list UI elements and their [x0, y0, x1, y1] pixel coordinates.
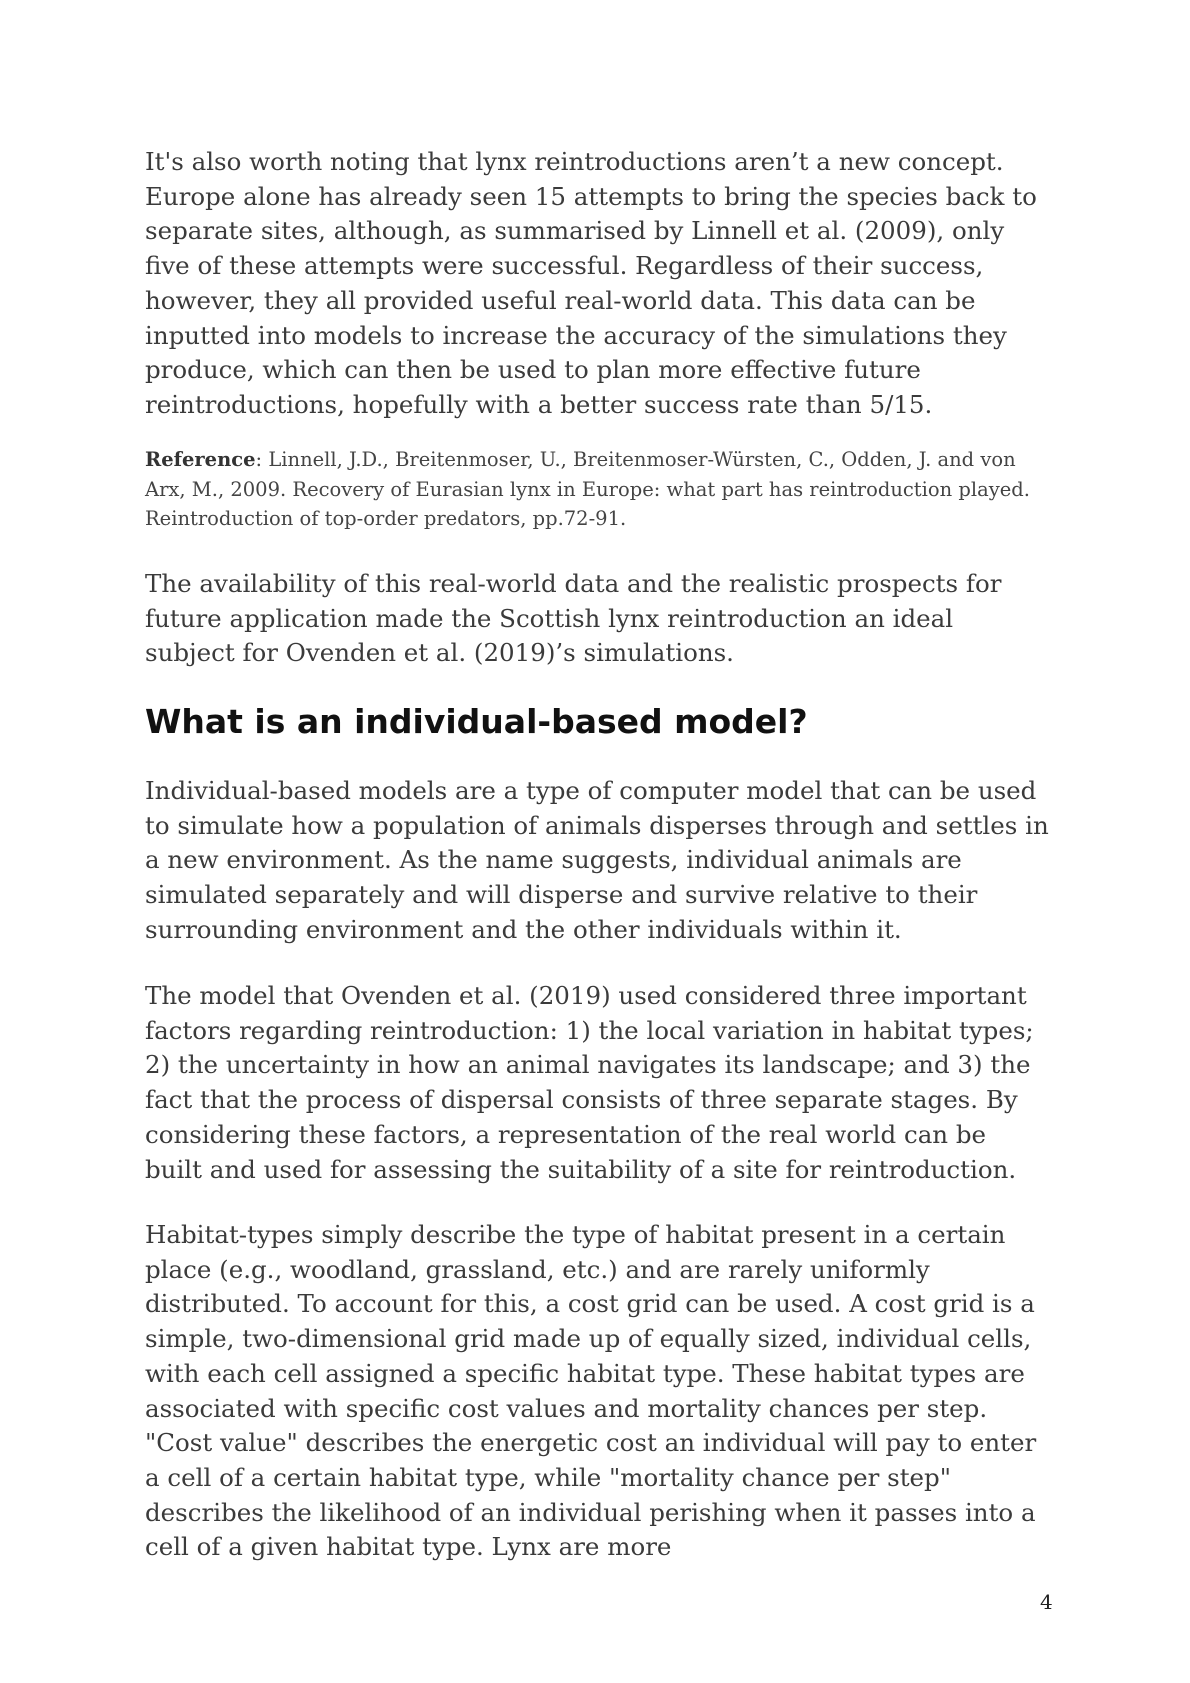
- reference-separator: :: [255, 448, 269, 471]
- reference-citation: [145, 445, 1050, 534]
- paragraph-model-factors: The model that Ovenden et al. (2019) used considered three important factors regarding reintroduction: 1) the local variation in habitat types; 2) the uncertainty in how an animal navigates its landscape; and 3) the fact that the process of dispersal consists of three separate stages. By considering these factors, a representation of the real world can be built and used for assessing the suitability of a site for reintroduction.: [145, 981, 1034, 1184]
- paragraph-individual-based-models: Individual-based models are a type of computer model that can be used to simulate how a population of animals disperses through and settles in a new environment. As the name suggests, individual animals are simulated separately and will disperse and survive relative to their surrounding environment and the other individuals within it.: [145, 776, 1049, 944]
- page-number: 4: [1040, 1590, 1053, 1614]
- paragraph-habitat-types: Habitat-types simply describe the type of habitat present in a certain place (e.g., woodland, grassland, etc.) and are rarely uniformly distributed. To account for this, a cost grid can be used. A cost grid is a simple, two-dimensional grid made up of equally sized, individual cells, with each cell assigned a specific habitat type. These habitat types are associated with specific cost values and mortality chances per step. "Cost value" describes the energetic cost an individual will pay to enter a cell of a certain habitat type, while "mortality chance per step" describes the likelihood of an individual perishing when it passes into a cell of a given habitat type. Lynx are more: [145, 1220, 1037, 1562]
- section-heading: What is an individual-based model?: [145, 702, 808, 741]
- paragraph-real-world-data: The availability of this real-world data and the realistic prospects for future application made the Scottish lynx reintroduction an ideal subject for Ovenden et al. (2019)’s simulations.: [145, 569, 1002, 668]
- reference-label: Reference: [145, 448, 256, 471]
- reference-text: Linnell, J.D., Breitenmoser, U., Breitenmoser-Würsten, C., Odden, J. and von Arx, M., 2009. Recovery of Eurasian lynx in Europe: what part has reintroduction played. Reintroduction of top-order predators, pp.72-91.: [145, 448, 1030, 530]
- paragraph-lynx-reintroductions: It's also worth noting that lynx reintroductions aren’t a new concept. Europe alone has already seen 15 attempts to bring the species back to separate sites, although, as summarised by Linnell et al. (2009), only five of these attempts were successful. Regardless of their success, however, they all provided useful real-world data. This data can be inputted into models to increase the accuracy of the simulations they produce, which can then be used to plan more effective future reintroductions, hopefully with a better success rate than 5/15.: [145, 147, 1037, 419]
